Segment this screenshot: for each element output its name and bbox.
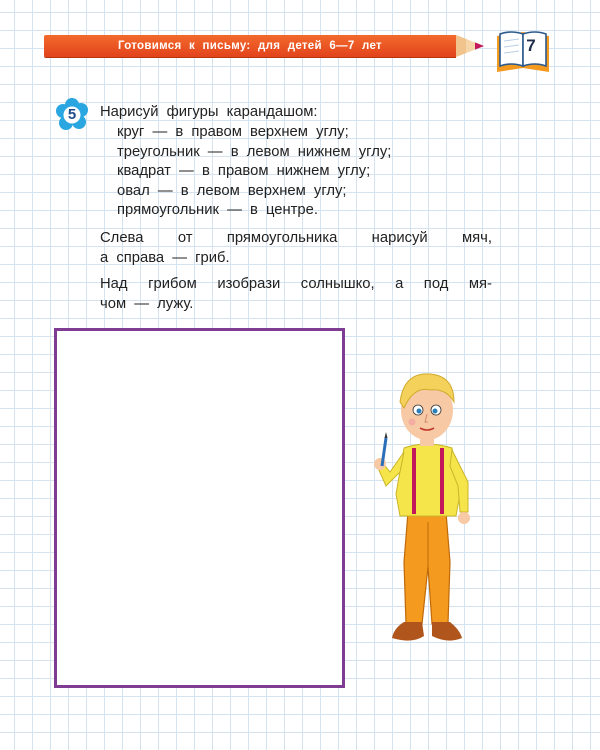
- instruction-list: [117, 123, 391, 221]
- paragraph-sun-puddle: [100, 275, 492, 314]
- pencil-tip-icon: [456, 35, 484, 57]
- list-item: квадрат — в правом нижнем углу;: [117, 163, 371, 179]
- header-title: Готовимся к письму: для детей 6—7 лет: [117, 40, 382, 52]
- list-item: треугольник — в левом нижнем углу;: [117, 143, 392, 160]
- task-number: 5: [67, 106, 77, 123]
- list-item: прямоугольник — в центре.: [117, 202, 318, 218]
- paragraph-line: а справа — гриб.: [100, 249, 230, 266]
- task-intro: Нарисуй фигуры карандашом:: [100, 104, 318, 120]
- page-number: 7: [526, 36, 536, 55]
- list-item: овал — в левом верхнем углу;: [117, 182, 347, 199]
- paragraph-line: Над грибом изобрази солнышко, а под мя-: [100, 276, 492, 292]
- drawing-area[interactable]: [54, 328, 345, 688]
- paragraph-line: Слева от прямоугольника нарисуй мяч,: [100, 230, 492, 246]
- list-item: круг — в правом верхнем углу;: [117, 124, 349, 140]
- paragraph-line: чом — лужу.: [100, 295, 194, 312]
- header-banner: [44, 35, 456, 57]
- boy-with-pencil-illustration: [364, 362, 490, 652]
- paragraph-ball-mushroom: [100, 229, 492, 268]
